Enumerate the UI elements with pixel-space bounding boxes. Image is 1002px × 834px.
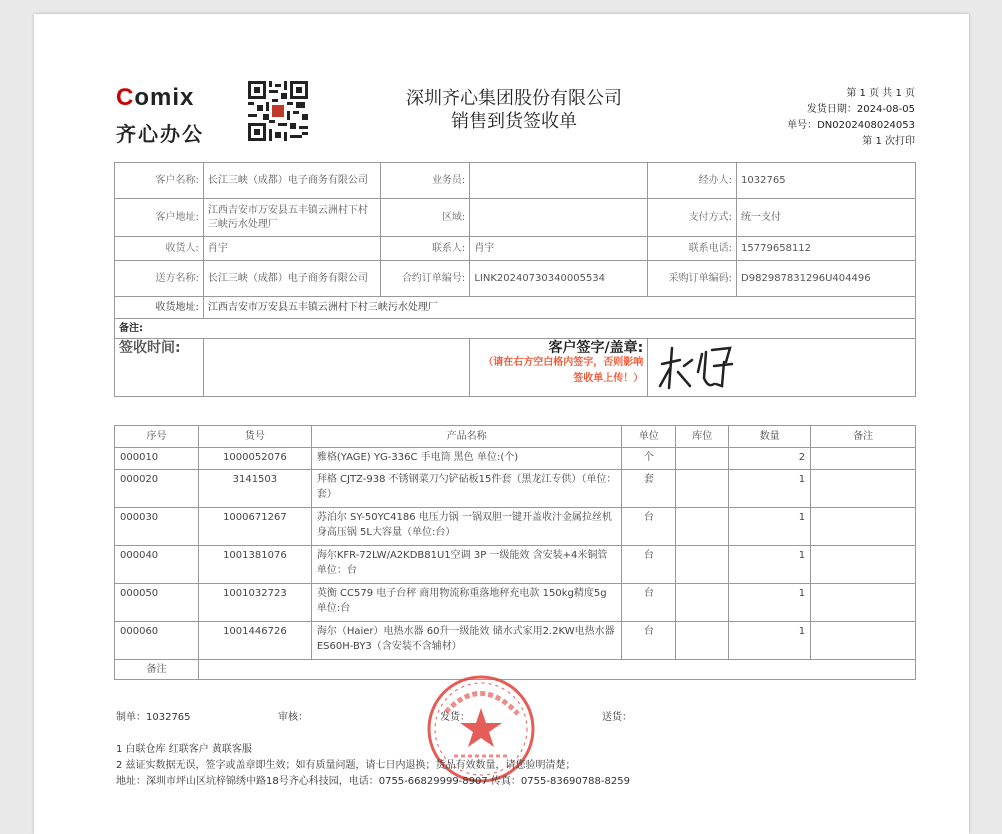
customer-address-label: 客户地址: bbox=[115, 199, 204, 237]
copy-distribution: 1 白联仓库 红联客户 黄联客服 bbox=[116, 744, 252, 755]
row-unit: 台 bbox=[622, 584, 676, 622]
salesman-label: 业务员: bbox=[381, 163, 470, 199]
header-unit: 单位 bbox=[622, 426, 676, 448]
table-row bbox=[115, 470, 916, 508]
region-label: 区域: bbox=[381, 199, 470, 237]
contact-value: 肖宇 bbox=[470, 237, 648, 261]
handwritten-signature-icon bbox=[654, 342, 754, 394]
contact-label: 联系人: bbox=[381, 237, 470, 261]
header-remark: 备注 bbox=[811, 426, 916, 448]
document-title: 销售到货签收单 bbox=[451, 111, 577, 132]
info-row bbox=[115, 297, 916, 319]
maker: 制单：1032765 bbox=[116, 712, 191, 723]
header-sku: 货号 bbox=[198, 426, 311, 448]
product-header-row bbox=[115, 426, 916, 448]
document-number: 单号：DN0202408024053 bbox=[787, 120, 915, 131]
qixin-logo-text: 齐心办公 bbox=[116, 122, 204, 146]
region-value bbox=[470, 199, 648, 237]
row-product-name: 苏泊尔 SY-50YC4186 电压力锅 一锅双胆一键开盖收汁金属拉丝机身高压锅 5L大容量（单位:台） bbox=[311, 508, 622, 546]
salesman-value bbox=[470, 163, 648, 199]
row-seq: 000030 bbox=[115, 508, 199, 546]
customer-info-table bbox=[114, 162, 916, 397]
signature-cell bbox=[648, 339, 916, 397]
row-unit: 台 bbox=[622, 508, 676, 546]
row-unit: 台 bbox=[622, 622, 676, 660]
payment-value: 统一支付 bbox=[737, 199, 916, 237]
po-no-value: D982987831296U404496 bbox=[737, 261, 916, 297]
row-location bbox=[676, 584, 729, 622]
row-sku: 1001032723 bbox=[198, 584, 311, 622]
product-table bbox=[114, 425, 916, 680]
sign-row bbox=[115, 339, 916, 397]
row-product-name: 海尔KFR-72LW/A2KDB81U1空调 3P 一级能效 含安装+4米铜管 单位：台 bbox=[311, 546, 622, 584]
row-seq: 000010 bbox=[115, 448, 199, 470]
header-quantity: 数量 bbox=[729, 426, 811, 448]
header-location: 库位 bbox=[676, 426, 729, 448]
payment-label: 支付方式: bbox=[648, 199, 737, 237]
row-remark bbox=[811, 470, 916, 508]
handler-value: 1032765 bbox=[737, 163, 916, 199]
row-unit: 台 bbox=[622, 546, 676, 584]
handler-label: 经办人: bbox=[648, 163, 737, 199]
row-seq: 000050 bbox=[115, 584, 199, 622]
row-quantity: 1 bbox=[729, 470, 811, 508]
sign-time-label: 签收时间: bbox=[115, 339, 204, 397]
row-product-name: 雅格(YAGE) YG-336C 手电筒 黑色 单位:(个) bbox=[311, 448, 622, 470]
row-sku: 1001446726 bbox=[198, 622, 311, 660]
info-row bbox=[115, 199, 916, 237]
row-location bbox=[676, 622, 729, 660]
po-no-label: 采购订单编码: bbox=[648, 261, 737, 297]
info-row bbox=[115, 261, 916, 297]
delivery-address-value: 江西吉安市万安县五丰镇云洲村下村三峡污水处理厂 bbox=[203, 297, 915, 319]
customer-name-label: 客户名称: bbox=[115, 163, 204, 199]
row-remark bbox=[811, 508, 916, 546]
ship-to-label: 送方名称: bbox=[115, 261, 204, 297]
customer-sign-cell bbox=[470, 339, 648, 397]
row-quantity: 2 bbox=[729, 448, 811, 470]
receiver-label: 收货人: bbox=[115, 237, 204, 261]
row-quantity: 1 bbox=[729, 508, 811, 546]
shipper: 发货： bbox=[440, 712, 470, 723]
company-name: 深圳齐心集团股份有限公司 bbox=[406, 88, 622, 109]
row-unit: 个 bbox=[622, 448, 676, 470]
comix-logo: Comix bbox=[116, 84, 195, 111]
contract-no-value: LINK20240730340005534 bbox=[470, 261, 648, 297]
table-row bbox=[115, 546, 916, 584]
phone-value: 15779658112 bbox=[737, 237, 916, 261]
company-address: 地址：深圳市坪山区坑梓锦绣中路18号齐心科技园，电话：0755-66829999-8907 传真：0755-83690788-8259 bbox=[116, 776, 630, 787]
table-row bbox=[115, 448, 916, 470]
sign-warning: （请在右方空白格内签字，否则影响签收单上传！） bbox=[483, 357, 644, 384]
row-location bbox=[676, 448, 729, 470]
row-quantity: 1 bbox=[729, 622, 811, 660]
row-location bbox=[676, 470, 729, 508]
table-row bbox=[115, 508, 916, 546]
row-product-name: 拜格 CJTZ-938 不锈钢菜刀勺铲砧板15件套（黑龙江专供）（单位：套） bbox=[311, 470, 622, 508]
phone-label: 联系电话: bbox=[648, 237, 737, 261]
header-product-name: 产品名称 bbox=[311, 426, 622, 448]
ship-to-value: 长江三峡（成都）电子商务有限公司 bbox=[203, 261, 381, 297]
row-seq: 000020 bbox=[115, 470, 199, 508]
row-remark bbox=[811, 584, 916, 622]
customer-name-value: 长江三峡（成都）电子商务有限公司 bbox=[203, 163, 381, 199]
table-row bbox=[115, 622, 916, 660]
row-location bbox=[676, 546, 729, 584]
remark-label: 备注: bbox=[115, 319, 916, 339]
row-location bbox=[676, 508, 729, 546]
row-remark bbox=[811, 622, 916, 660]
ship-date: 发货日期：2024-08-05 bbox=[806, 104, 915, 115]
customer-address-value: 江西吉安市万安县五丰镇云洲村下村三峡污水处理厂 bbox=[203, 199, 381, 237]
customer-sign-label: 客户签字/盖章: bbox=[548, 340, 644, 356]
row-remark bbox=[811, 546, 916, 584]
page-info: 第 1 页 共 1 页 bbox=[846, 88, 915, 99]
row-sku: 1000671267 bbox=[198, 508, 311, 546]
document-page bbox=[34, 14, 969, 834]
row-product-name: 英衡 CC579 电子台秤 商用物流称重落地秤充电款 150kg精度5g 单位:台 bbox=[311, 584, 622, 622]
row-remark bbox=[811, 448, 916, 470]
deliverer: 送货： bbox=[602, 712, 632, 723]
legal-note: 2 兹证实数据无误，签字或盖章即生效；如有质量问题，请七日内退换；货品有效数量，请您验明清楚； bbox=[116, 760, 576, 771]
receiver-value: 肖宇 bbox=[203, 237, 381, 261]
row-product-name: 海尔（Haier）电热水器 60升一级能效 储水式家用2.2KW电热水器 ES60H-BY3（含安装不含辅材） bbox=[311, 622, 622, 660]
info-row bbox=[115, 237, 916, 261]
table-row bbox=[115, 584, 916, 622]
row-quantity: 1 bbox=[729, 546, 811, 584]
row-unit: 套 bbox=[622, 470, 676, 508]
row-sku: 3141503 bbox=[198, 470, 311, 508]
contract-no-label: 合约订单编号: bbox=[381, 261, 470, 297]
header-seq: 序号 bbox=[115, 426, 199, 448]
product-remark-label: 备注 bbox=[115, 660, 199, 680]
row-seq: 000040 bbox=[115, 546, 199, 584]
row-quantity: 1 bbox=[729, 584, 811, 622]
row-seq: 000060 bbox=[115, 622, 199, 660]
row-sku: 1001381076 bbox=[198, 546, 311, 584]
print-count: 第 1 次打印 bbox=[862, 136, 915, 147]
row-sku: 1000052076 bbox=[198, 448, 311, 470]
delivery-address-label: 收货地址: bbox=[115, 297, 204, 319]
auditor: 审核： bbox=[278, 712, 308, 723]
info-row bbox=[115, 319, 916, 339]
qr-code-icon bbox=[248, 81, 308, 141]
info-row bbox=[115, 163, 916, 199]
